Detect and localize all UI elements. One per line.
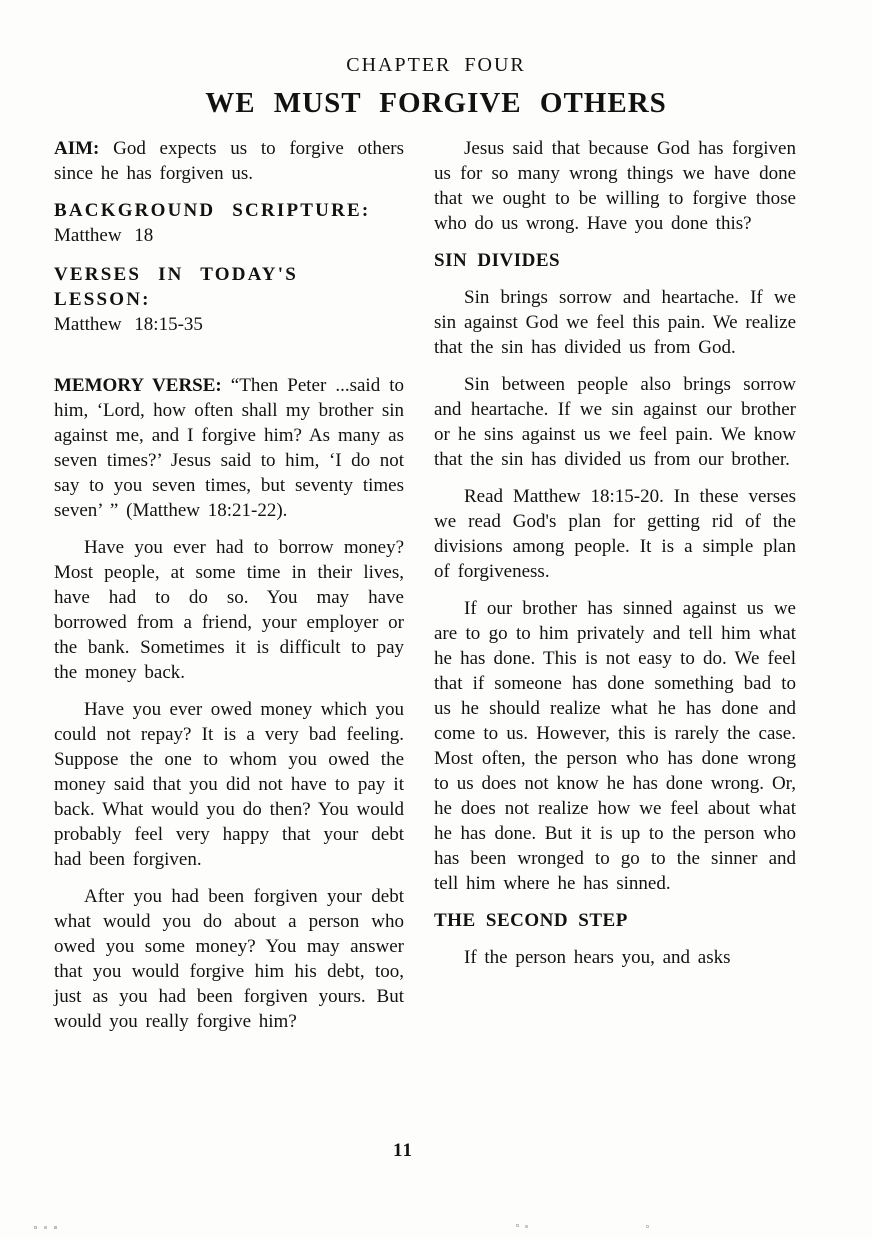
sin-divides-paragraph-2: Sin between people also brings sorrow and heartache. If we sin against our brother or he sins against us we feel pain. We know that the sin has divided us from our brother. [434, 374, 796, 470]
left-column [54, 136, 404, 1046]
page-title: WE MUST FORGIVE OTHERS [205, 87, 667, 119]
page-number: 11 [393, 1140, 413, 1161]
chapter-label: CHAPTER FOUR [346, 54, 526, 76]
aim-text: God expects us to forgive others since he has forgiven us. [54, 138, 404, 184]
page-footer [0, 1140, 872, 1162]
scan-artifact-dots [646, 1225, 649, 1228]
intro-paragraph: Jesus said that because God has forgiven us for so many wrong things we have done that we ought to be willing to forgive those who do us wrong. Have you done this? [434, 138, 796, 234]
memory-verse-paragraph [54, 373, 404, 523]
verses-heading: VERSES IN TODAY'S LESSON: [54, 264, 298, 310]
second-step-paragraph: If the person hears you, and asks [464, 947, 731, 968]
sin-divides-paragraph-3: Read Matthew 18:15-20. In these verses we read God's plan for getting rid of the divisions among people. It is a simple plan of forgiveness. [434, 486, 796, 582]
left-paragraph-1: Have you ever had to borrow money? Most people, at some time in their lives, have had to do so. You may have borrowed from a friend, your employer or the bank. Sometimes it is difficult to pay the money back. [54, 537, 404, 683]
sin-divides-paragraph-4: If our brother has sinned against us we are to go to him privately and tell him what he has done. This is not easy to do. We feel that if someone has done something bad to us he should realize what he has done and come to us. However, this is rarely the case. Most often, the person who has done wrong to us does not know he has done wrong. Or, he does not realize how we feel about what he has done. But it is up to the person who has been wronged to go to the sinner and tell him where he has sinned. [434, 598, 796, 894]
verses-value: Matthew 18:15-35 [54, 314, 203, 335]
two-column-body [0, 120, 872, 1046]
left-paragraph-3: After you had been forgiven your debt what would you do about a person who owed you some money? You may answer that you would forgive him his debt, too, just as you had been forgiven yours. But would you really forgive him? [54, 886, 404, 1032]
right-column [434, 136, 796, 1046]
background-scripture-value: Matthew 18 [54, 225, 154, 246]
memory-verse-text: “Then Peter ...said to him, ‘Lord, how often shall my brother sin against me, and I forgive him? As many as seven times?’ Jesus said to him, ‘I do not say to you seven times, but seventy times seven’ ” (Matthew 18:21-22). [54, 375, 404, 521]
sin-divides-heading: SIN DIVIDES [434, 250, 561, 271]
scan-artifact-dots [34, 1226, 37, 1229]
sin-divides-paragraph-1: Sin brings sorrow and heartache. If we sin against God we feel this pain. We realize that the sin has divided us from God. [434, 287, 796, 358]
page-header [0, 0, 872, 120]
second-step-heading: THE SECOND STEP [434, 910, 628, 931]
aim-paragraph [54, 136, 404, 186]
aim-label: AIM: [54, 138, 100, 159]
left-paragraph-2: Have you ever owed money which you could not repay? It is a very bad feeling. Suppose the one to whom you owed the money said that you did not have to pay it back. What would you do then? You would probably feel very happy that your debt had been forgiven. [54, 699, 404, 870]
memory-verse-label: MEMORY VERSE: [54, 375, 222, 396]
background-scripture-heading: BACKGROUND SCRIPTURE: [54, 200, 371, 221]
scan-artifact-dots [516, 1224, 519, 1227]
